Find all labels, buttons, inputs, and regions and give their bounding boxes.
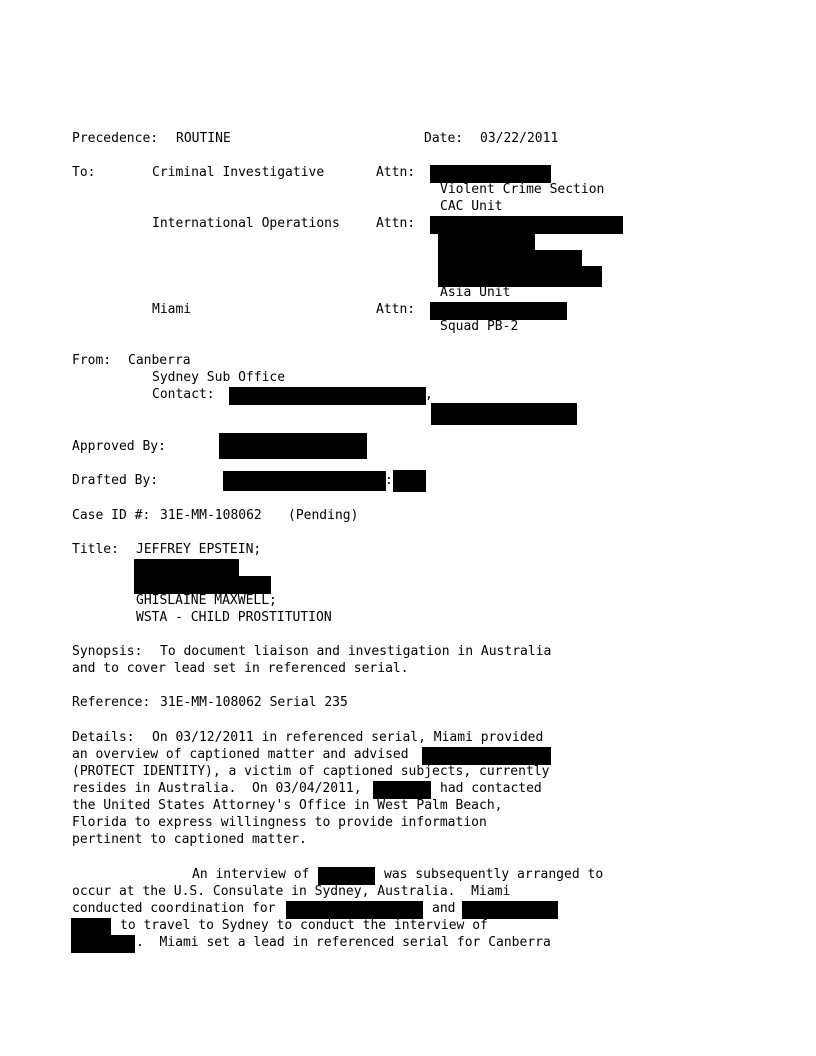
attn-label: Attn: <box>376 302 416 317</box>
contact-separator: , <box>425 387 433 402</box>
details-label: Details: <box>72 730 135 745</box>
synopsis-line: To document liaison and investigation in Australia <box>160 644 552 659</box>
redaction-block <box>134 559 239 577</box>
recipient-detail-line: Violent Crime Section <box>440 182 605 197</box>
approved-by-label: Approved By: <box>72 439 166 454</box>
redaction-block <box>223 471 386 491</box>
date-value: 03/22/2011 <box>480 131 559 146</box>
redaction-block <box>229 387 426 405</box>
drafted-by-label: Drafted By: <box>72 473 159 488</box>
recipient-detail-line: Squad PB-2 <box>440 319 519 334</box>
recipient-office: Criminal Investigative <box>152 165 325 180</box>
date-label: Date: <box>424 131 464 146</box>
redaction-block <box>438 233 535 251</box>
details-line: was subsequently arranged to <box>384 867 604 882</box>
precedence-value: ROUTINE <box>176 131 231 146</box>
details-line: the United States Attorney's Office in West Palm Beach, <box>72 798 503 813</box>
from-office: Canberra <box>128 353 191 368</box>
attn-label: Attn: <box>376 165 416 180</box>
title-line: WSTA - CHILD PROSTITUTION <box>136 610 332 625</box>
title-line: GHISLAINE MAXWELL; <box>136 593 277 608</box>
details-line: An interview of <box>192 867 310 882</box>
to-label: To: <box>72 165 96 180</box>
reference-value: 31E-MM-108062 Serial 235 <box>160 695 348 710</box>
details-line: occur at the U.S. Consulate in Sydney, Australia. Miami <box>72 884 511 899</box>
redaction-block <box>431 403 577 425</box>
details-line: (PROTECT IDENTITY), a victim of captioned subjects, currently <box>72 764 550 779</box>
redaction-block <box>219 433 367 459</box>
details-line: resides in Australia. On 03/04/2011, <box>72 781 362 796</box>
synopsis-line: and to cover lead set in referenced serial. <box>72 661 409 676</box>
details-line: conducted coordination for <box>72 901 276 916</box>
details-line: had contacted <box>440 781 542 796</box>
redaction-block <box>393 470 426 492</box>
contact-label: Contact: <box>152 387 215 402</box>
reference-label: Reference: <box>72 695 151 710</box>
title-label: Title: <box>72 542 119 557</box>
case-id-label: Case ID #: <box>72 508 151 523</box>
redaction-block <box>71 935 135 953</box>
details-line: On 03/12/2011 in referenced serial, Miami provided <box>152 730 544 745</box>
details-line: . Miami set a lead in referenced serial for Canberra <box>136 935 551 950</box>
recipient-detail-line: CAC Unit <box>440 199 503 214</box>
details-line: Florida to express willingness to provide information <box>72 815 487 830</box>
redaction-block <box>71 918 111 936</box>
case-id-status: (Pending) <box>288 508 359 523</box>
title-line: JEFFREY EPSTEIN; <box>136 542 262 557</box>
from-label: From: <box>72 353 112 368</box>
details-line: and <box>432 901 456 916</box>
recipient-detail-line: Asia Unit <box>440 285 511 300</box>
recipient-office: International Operations <box>152 216 340 231</box>
recipient-office: Miami <box>152 302 192 317</box>
details-line: an overview of captioned matter and advised <box>72 747 409 762</box>
case-id-value: 31E-MM-108062 <box>160 508 262 523</box>
from-sub-office: Sydney Sub Office <box>152 370 286 385</box>
redaction-block <box>430 216 623 234</box>
details-line: pertinent to captioned matter. <box>72 832 307 847</box>
precedence-label: Precedence: <box>72 131 159 146</box>
details-line: to travel to Sydney to conduct the interview of <box>120 918 488 933</box>
drafted-by-separator: : <box>385 473 393 488</box>
synopsis-label: Synopsis: <box>72 644 143 659</box>
attn-label: Attn: <box>376 216 416 231</box>
